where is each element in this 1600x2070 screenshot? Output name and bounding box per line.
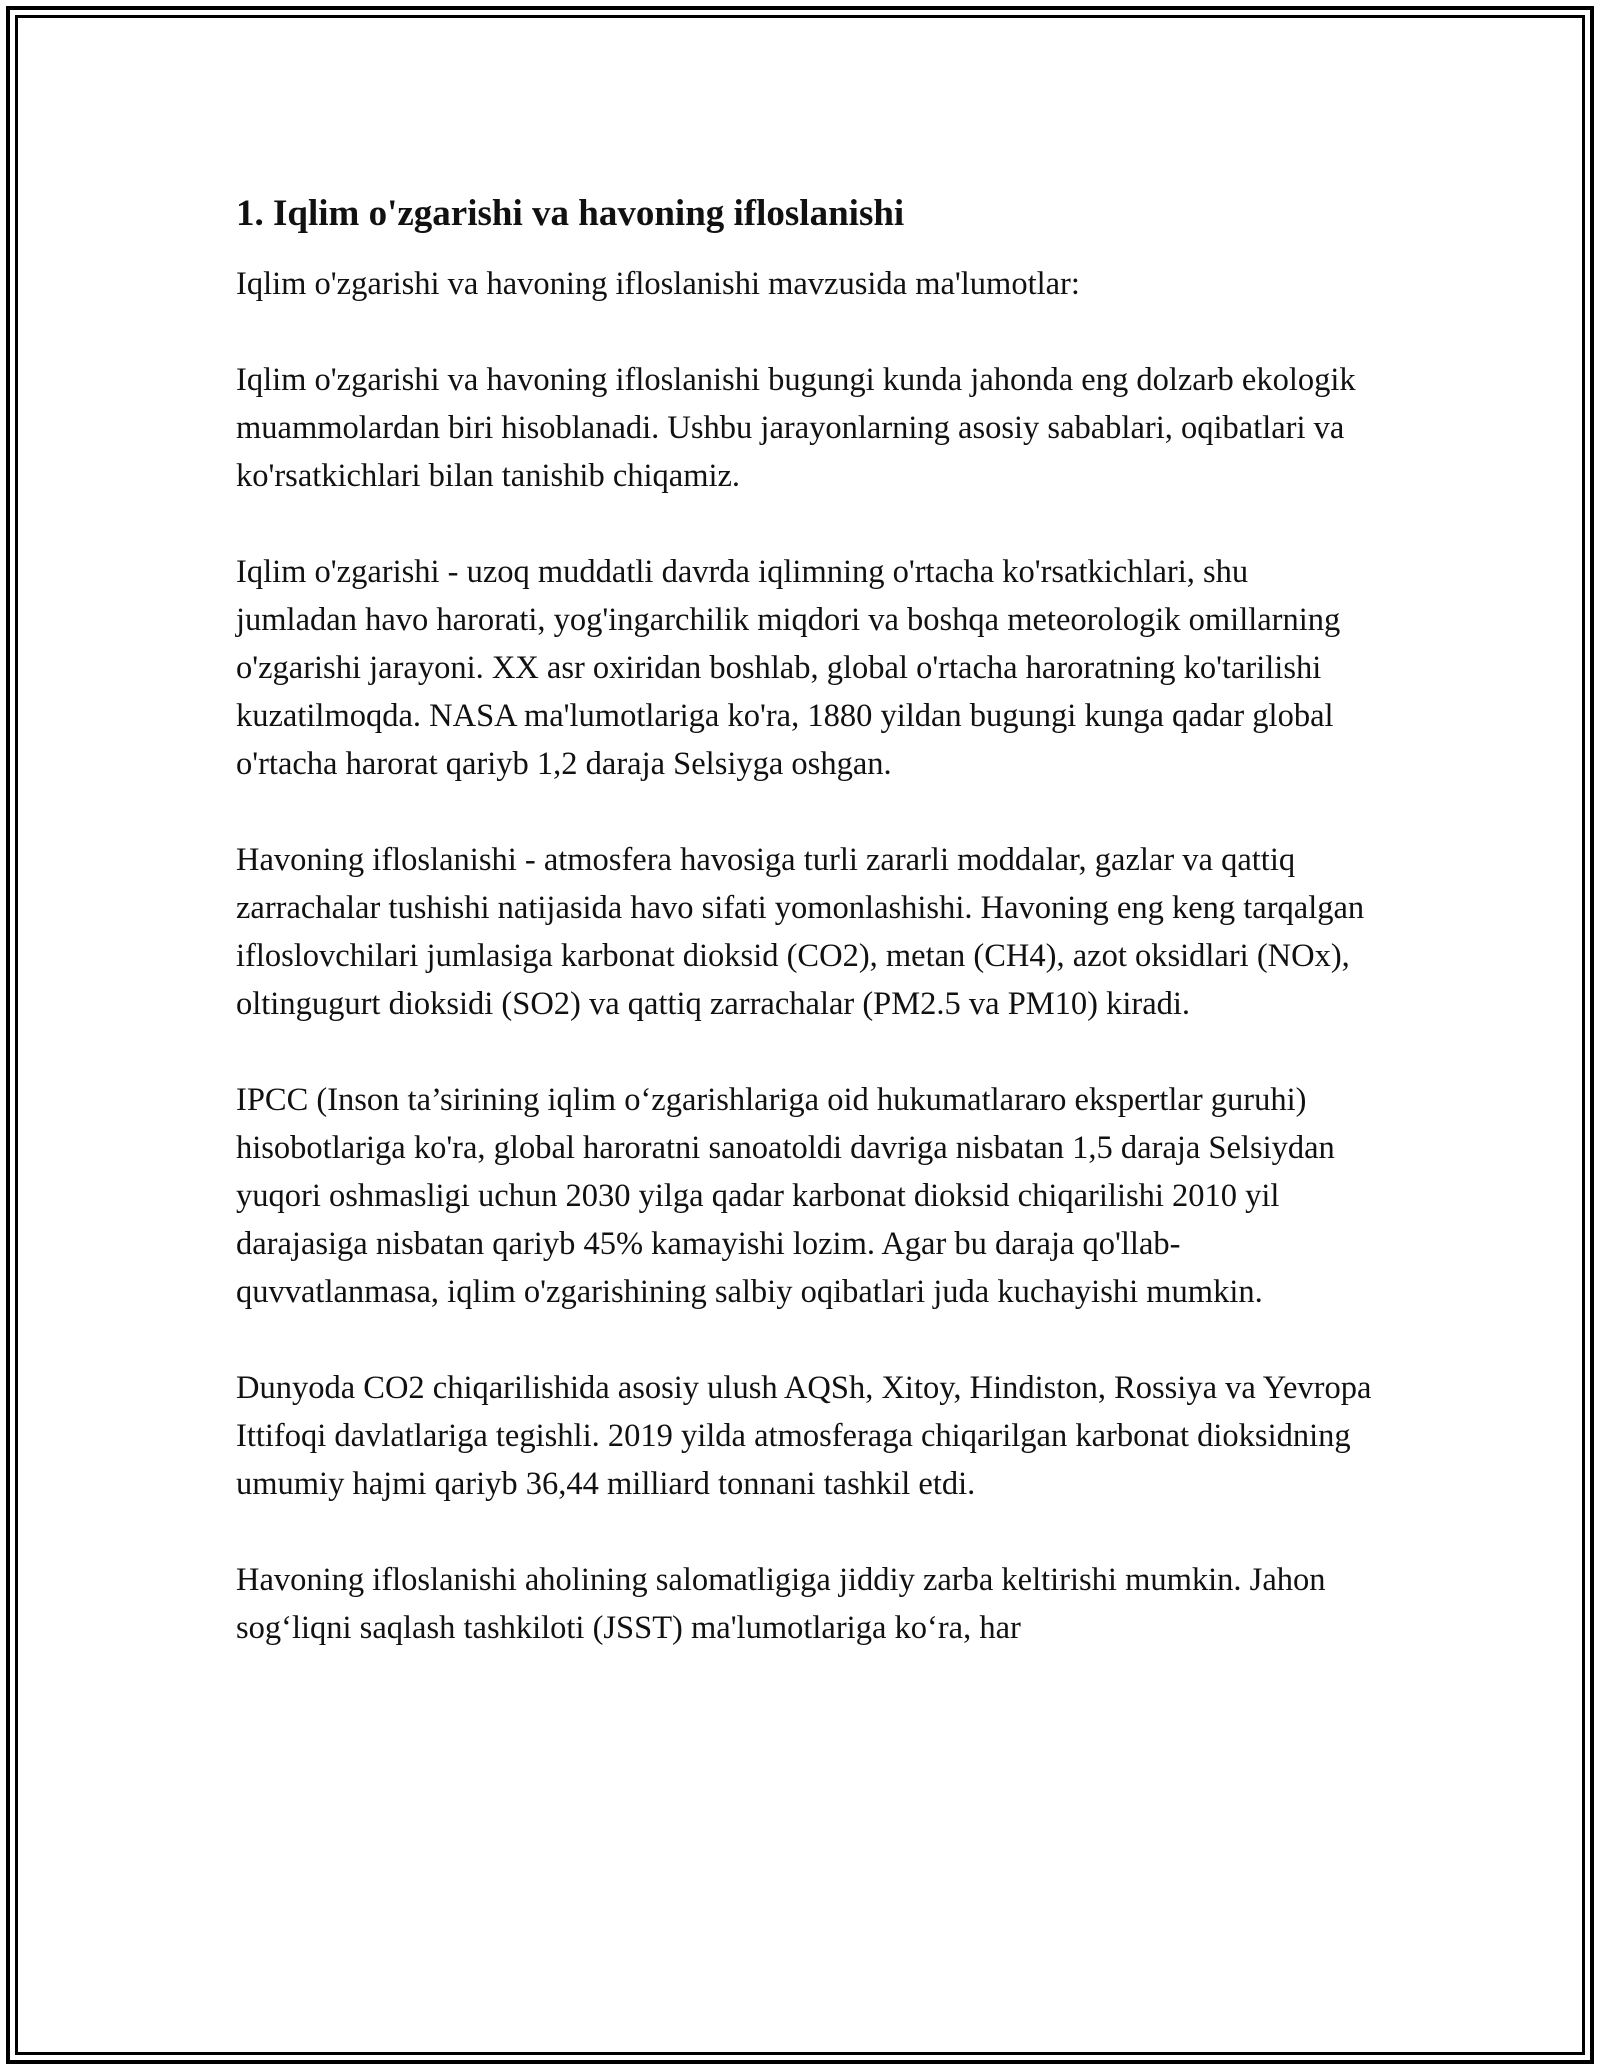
paragraph-air-pollution: Havoning ifloslanishi - atmosfera havosiga turli zararli moddalar, gazlar va qattiq zarrachalar tushishi natijasida havo sifati yomonlashishi. Havoning eng keng tarqalgan ifloslovchilari jumlasiga karbonat dioksid (CO2), metan (CH4), azot oksidlari (NOx), oltingugurt dioksidi (SO2) va qattiq zarrachalar (PM2.5 va PM10) kiradi. [236,842,1365,1022]
paragraph-ipcc: IPCC (Inson ta’sirining iqlim o‘zgarishlariga oid hukumatlararo ekspertlar guruhi) hisobotlariga ko'ra, global haroratni sanoatoldi davriga nisbatan 1,5 daraja Selsiydan yuqori oshmasligi uchun 2030 yilga qadar karbonat dioksid chiqarilishi 2010 yil darajasiga nisbatan qariyb 45% kamayishi lozim. Agar bu daraja qo'llab-quvvatlanmasa, iqlim o'zgarishining salbiy oqibatlari juda kuchayishi mumkin. [236,1082,1335,1310]
intro-paragraph: Iqlim o'zgarishi va havoning ifloslanishi mavzusida ma'lumotlar: [236,266,1080,302]
document-body [236,188,1376,1700]
paragraph-overview: Iqlim o'zgarishi va havoning ifloslanishi bugungi kunda jahonda eng dolzarb ekologik muammolardan biri hisoblanadi. Ushbu jarayonlarning asosiy sabablari, oqibatlari va ko'rsatkichlari bilan tanishib chiqamiz. [236,362,1356,494]
paragraph-co2-emitters: Dunyoda CO2 chiqarilishida asosiy ulush AQSh, Xitoy, Hindiston, Rossiya va Yevropa Ittifoqi davlatlariga tegishli. 2019 yilda atmosferaga chiqarilgan karbonat dioksidning umumiy hajmi qariyb 36,44 milliard tonnani tashkil etdi. [236,1370,1372,1502]
paragraph-health: Havoning ifloslanishi aholining salomatligiga jiddiy zarba keltirishi mumkin. Jahon sog‘liqni saqlash tashkiloti (JSST) ma'lumotlariga ko‘ra, har [236,1562,1326,1646]
paragraph-climate-change: Iqlim o'zgarishi - uzoq muddatli davrda iqlimning o'rtacha ko'rsatkichlari, shu jumladan havo harorati, yog'ingarchilik miqdori va boshqa meteorologik omillarning o'zgarishi jarayoni. XX asr oxiridan boshlab, global o'rtacha haroratning ko'tarilishi kuzatilmoqda. NASA ma'lumotlariga ko'ra, 1880 yildan bugungi kunga qadar global o'rtacha harorat qariyb 1,2 daraja Selsiyga oshgan. [236,554,1341,782]
section-heading: 1. Iqlim o'zgarishi va havoning ifloslanishi [236,193,905,234]
